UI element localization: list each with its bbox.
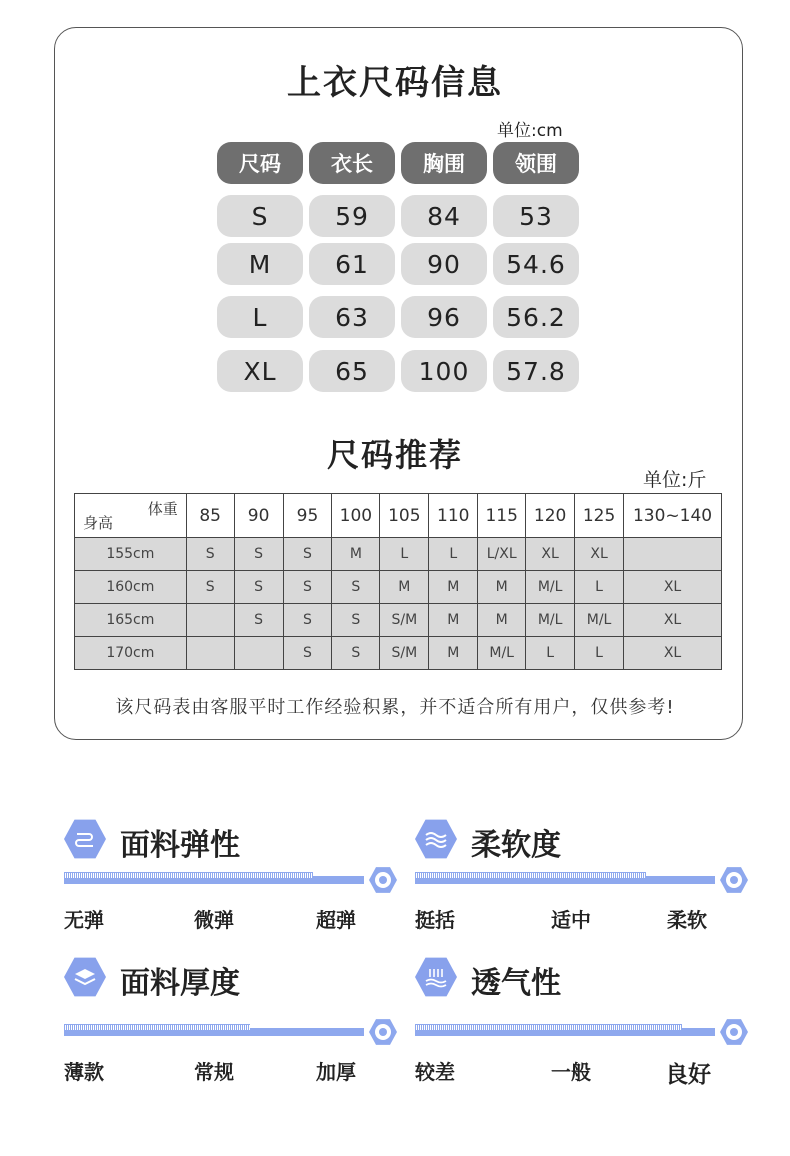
chest-cell: 100 [401,350,487,392]
size-cell: XL [624,637,722,670]
level-label-mid: 常规 [194,1060,234,1084]
level-label-high: 超弹 [316,908,356,932]
chest-header: 胸围 [401,142,487,184]
size-cell: S [283,637,332,670]
feature-title: 透气性 [471,966,561,1001]
level-label-high: 良好 [665,1062,711,1088]
stretch-icon [64,818,106,860]
size-info-title: 上衣尺码信息 [287,63,503,103]
size-cell [186,637,234,670]
size-cell: XL [624,571,722,604]
recommend-table [74,493,722,670]
level-fill [415,1024,682,1030]
size-cell: L/XL [478,538,526,571]
level-knob [720,866,748,894]
level-track [64,876,364,884]
size-cell: S [283,571,332,604]
level-label-mid: 微弹 [194,908,234,932]
size-cell: L [575,637,624,670]
size-header: 尺码 [217,142,303,184]
weight-header: 130~140 [624,494,722,538]
size-cell: S [283,604,332,637]
size-cell: S [186,538,234,571]
feature-title: 面料弹性 [120,828,240,863]
weight-header: 125 [575,494,624,538]
size-cell: M/L [575,604,624,637]
size-cell [624,538,722,571]
size-cell: S/M [380,637,429,670]
size-cell: S [332,571,380,604]
level-fill [415,872,646,878]
size-cell: L [575,571,624,604]
size-cell: S/M [380,604,429,637]
softness-icon [415,818,457,860]
size-cell: M [429,571,478,604]
disclaimer-note: 该尺码表由客服平时工作经验积累，并不适合所有用户，仅供参考! [115,697,675,718]
level-label-mid: 适中 [551,908,591,932]
length-cell: 59 [309,195,395,237]
level-label-mid: 一般 [551,1060,591,1084]
level-label-high: 柔软 [667,908,707,932]
chest-cell: 84 [401,195,487,237]
size-cell: S [234,571,283,604]
level-knob [720,1018,748,1046]
chest-cell: 96 [401,296,487,338]
weight-header: 95 [283,494,332,538]
size-cell: L [217,296,303,338]
thickness-icon [64,956,106,998]
length-cell: 63 [309,296,395,338]
size-cell: M [429,637,478,670]
size-cell: XL [526,538,575,571]
feature-breathability [415,956,755,1088]
table-row [75,604,722,637]
size-cell: S [332,637,380,670]
diagonal-header-cell [75,494,187,538]
size-cell: XL [217,350,303,392]
collar-cell: 56.2 [493,296,579,338]
weight-header: 120 [526,494,575,538]
level-knob [369,866,397,894]
weight-label: 体重 [147,500,178,518]
size-cell [234,637,283,670]
weight-header: 110 [429,494,478,538]
size-cell: S [283,538,332,571]
weight-header: 105 [380,494,429,538]
size-cell: M/L [478,637,526,670]
height-label: 身高 [83,514,114,532]
recommend-unit: 单位:斤 [643,469,707,491]
level-label-low: 薄款 [64,1060,104,1084]
length-cell: 65 [309,350,395,392]
level-label-low: 较差 [415,1060,455,1084]
length-cell: 61 [309,243,395,285]
breathable-icon [415,956,457,998]
weight-header: 90 [234,494,283,538]
feature-stretch [64,818,404,938]
size-cell: L [526,637,575,670]
size-cell: S [234,538,283,571]
level-fill [64,872,313,878]
weight-header: 100 [332,494,380,538]
level-track [415,876,715,884]
size-info-unit: 单位:cm [497,121,563,141]
level-track [415,1028,715,1036]
size-cell: S [186,571,234,604]
collar-cell: 53 [493,195,579,237]
size-cell: L [429,538,478,571]
feature-softness [415,818,755,938]
size-cell: XL [624,604,722,637]
size-cell: S [217,195,303,237]
size-cell: M [429,604,478,637]
collar-cell: 57.8 [493,350,579,392]
size-cell: S [234,604,283,637]
size-cell: M [478,604,526,637]
size-cell: L [380,538,429,571]
height-cell: 170cm [75,637,187,670]
feature-thickness [64,956,404,1084]
feature-title: 面料厚度 [120,966,240,1001]
weight-header: 115 [478,494,526,538]
level-label-high: 加厚 [316,1060,356,1084]
height-cell: 165cm [75,604,187,637]
height-cell: 155cm [75,538,187,571]
table-row [75,637,722,670]
size-cell: M [380,571,429,604]
chest-cell: 90 [401,243,487,285]
feature-title: 柔软度 [471,828,561,863]
weight-header: 85 [186,494,234,538]
table-row [75,538,722,571]
recommend-title: 尺码推荐 [326,436,463,474]
size-cell: XL [575,538,624,571]
size-cell [186,604,234,637]
collar-header: 领围 [493,142,579,184]
length-header: 衣长 [309,142,395,184]
level-track [64,1028,364,1036]
size-cell: M [217,243,303,285]
table-row [75,571,722,604]
level-label-low: 挺括 [415,908,455,932]
size-cell: M [478,571,526,604]
level-knob [369,1018,397,1046]
size-cell: M/L [526,571,575,604]
collar-cell: 54.6 [493,243,579,285]
height-cell: 160cm [75,571,187,604]
size-cell: S [332,604,380,637]
level-fill [64,1024,250,1030]
size-cell: M [332,538,380,571]
size-cell: M/L [526,604,575,637]
level-label-low: 无弹 [64,908,104,932]
